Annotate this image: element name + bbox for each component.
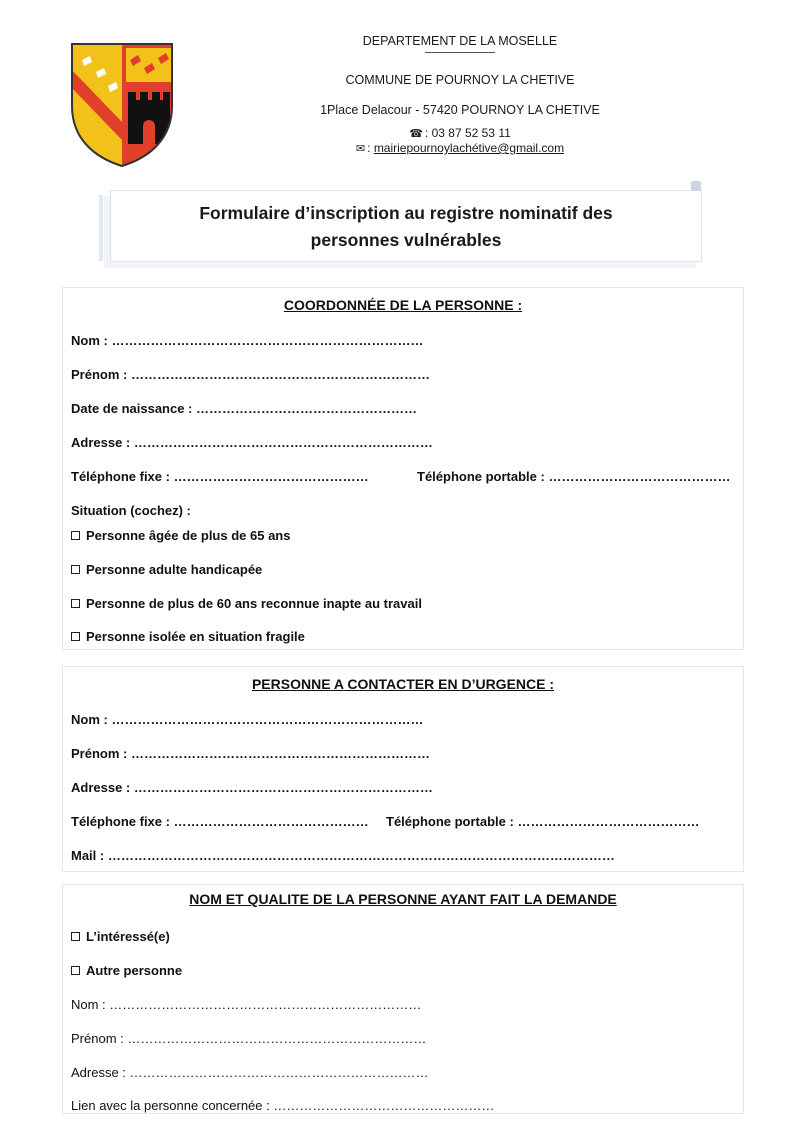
address-field[interactable]: Adresse : …………………………………………………………… [71,1065,429,1080]
address-field[interactable]: Adresse : …………………………………………………………… [71,780,433,795]
checkbox-option[interactable] [71,629,305,644]
commune-email [300,141,620,155]
telephone-icon: ☎ [409,128,423,140]
landline-field[interactable]: Téléphone fixe : ……………………………………… [71,469,369,484]
commune-name: COMMUNE DE POURNOY LA CHETIVE [345,73,575,87]
person-details-section [62,287,744,650]
commune-address: 1Place Delacour - 57420 POURNOY LA CHETIVE [320,103,600,117]
checkbox-label: Personne de plus de 60 ans reconnue inapte au travail [86,596,422,611]
section-title: COORDONNÉE DE LA PERSONNE : [283,297,523,313]
checkbox-label: Autre personne [86,963,183,978]
nom-field[interactable]: Nom : ……………………………………………………………… [71,333,424,348]
relationship-field[interactable]: Lien avec la personne concernée : …………………………………………… [71,1098,495,1113]
envelope-icon: ✉ [355,143,366,155]
email-prefix: : [367,141,371,155]
checkbox-label: Personne âgée de plus de 65 ans [86,528,291,543]
nom-field[interactable]: Nom : ……………………………………………………………… [71,712,424,727]
nom-field[interactable]: Nom : ……………………………………………………………… [71,997,422,1012]
section-title: NOM ET QUALITE DE LA PERSONNE AYANT FAIT LA DEMANDE [189,891,617,907]
checkbox[interactable] [71,932,80,941]
form-title-line-2: personnes vulnérables [310,230,502,250]
commune-phone [300,126,620,140]
section-title: PERSONNE A CONTACTER EN D’URGENCE : [251,676,555,692]
checkbox[interactable] [71,565,80,574]
prenom-field[interactable]: Prénom : …………………………………………………………… [71,1031,427,1046]
prenom-field[interactable]: Prénom : …………………………………………………………… [71,367,430,382]
prenom-field[interactable]: Prénom : …………………………………………………………… [71,746,430,761]
phone-number: : 03 87 52 53 11 [424,126,511,140]
commune-coat-of-arms [68,40,176,168]
department-name: DEPARTEMENT DE LA MOSELLE [362,34,558,48]
mail-field[interactable]: Mail : ……………………………………………………………………………………………………… [71,848,615,863]
checkbox-label: L’intéressé(e) [86,929,170,944]
letterhead [300,32,620,155]
checkbox-label: Personne isolée en situation fragile [86,629,305,644]
checkbox-option[interactable] [71,562,262,577]
checkbox-option[interactable] [71,929,170,944]
email-address[interactable]: mairiepournoylachétive@gmail.com [373,141,565,155]
emergency-contact-section [62,666,744,872]
landline-field[interactable]: Téléphone fixe : ……………………………………… [71,814,369,829]
address-field[interactable]: Adresse : …………………………………………………………… [71,435,433,450]
checkbox[interactable] [71,966,80,975]
mobile-field[interactable]: Téléphone portable : …………………………………… [417,469,731,484]
checkbox-label: Personne adulte handicapée [86,562,263,577]
header-divider [425,52,495,53]
birthdate-field[interactable]: Date de naissance : …………………………………………… [71,401,417,416]
requester-section [62,884,744,1114]
mobile-field[interactable]: Téléphone portable : …………………………………… [386,814,700,829]
checkbox-option[interactable] [71,528,290,543]
checkbox-option[interactable] [71,596,422,611]
checkbox[interactable] [71,632,80,641]
situation-label: Situation (cochez) : [71,503,191,518]
checkbox[interactable] [71,531,80,540]
checkbox-option[interactable] [71,963,182,978]
form-title-box [110,190,702,262]
form-title-line-1: Formulaire d’inscription au registre nominatif des [199,203,613,223]
checkbox[interactable] [71,599,80,608]
